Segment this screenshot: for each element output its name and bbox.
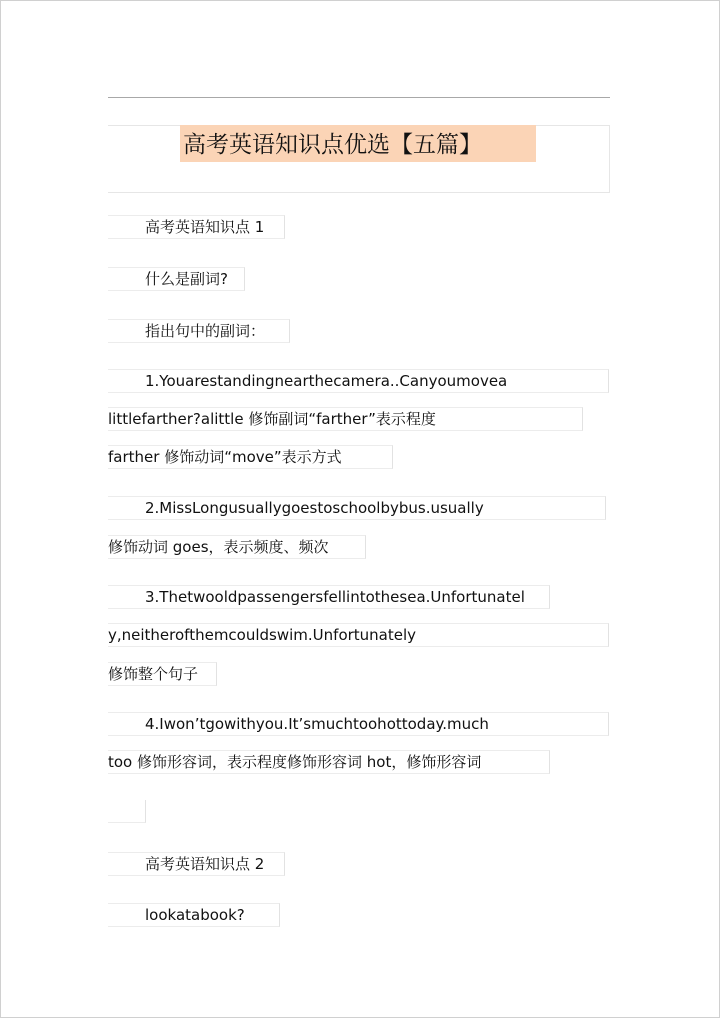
section-heading-1: 高考英语知识点 1 [108, 215, 285, 239]
document-title: 高考英语知识点优选【五篇】 [183, 132, 482, 158]
header-rule [108, 97, 610, 98]
example-4-line-1: 4.Iwon’tgowithyou.It’smuchtoohottoday.much [108, 712, 609, 736]
instruction-line: 指出句中的副词： [108, 319, 290, 343]
example-2-line-1: 2.MissLongusuallygoestoschoolbybus.usually [108, 496, 606, 520]
example-3-line-3: 修饰整个句子 [108, 662, 217, 686]
example-3-line-2: y,neitherofthemcouldswim.Unfortunately [108, 623, 609, 647]
question-line-2: lookatabook? [108, 903, 280, 927]
example-2-line-2: 修饰动词 goes，表示频度、频次 [108, 535, 366, 559]
section-heading-2: 高考英语知识点 2 [108, 852, 285, 876]
example-1-line-1: 1.Youarestandingnearthecamera..Canyoumovea [108, 369, 609, 393]
question-line: 什么是副词? [108, 267, 245, 291]
empty-paragraph [108, 800, 146, 823]
example-1-line-3: farther 修饰动词“move”表示方式 [108, 445, 393, 469]
example-1-line-2: littlefarther?alittle 修饰副词“farther”表示程度 [108, 407, 583, 431]
example-3-line-1: 3.Thetwooldpassengersfellintothesea.Unfortunatel [108, 585, 550, 609]
example-4-line-2: too 修饰形容词，表示程度修饰形容词 hot，修饰形容词 [108, 750, 550, 774]
